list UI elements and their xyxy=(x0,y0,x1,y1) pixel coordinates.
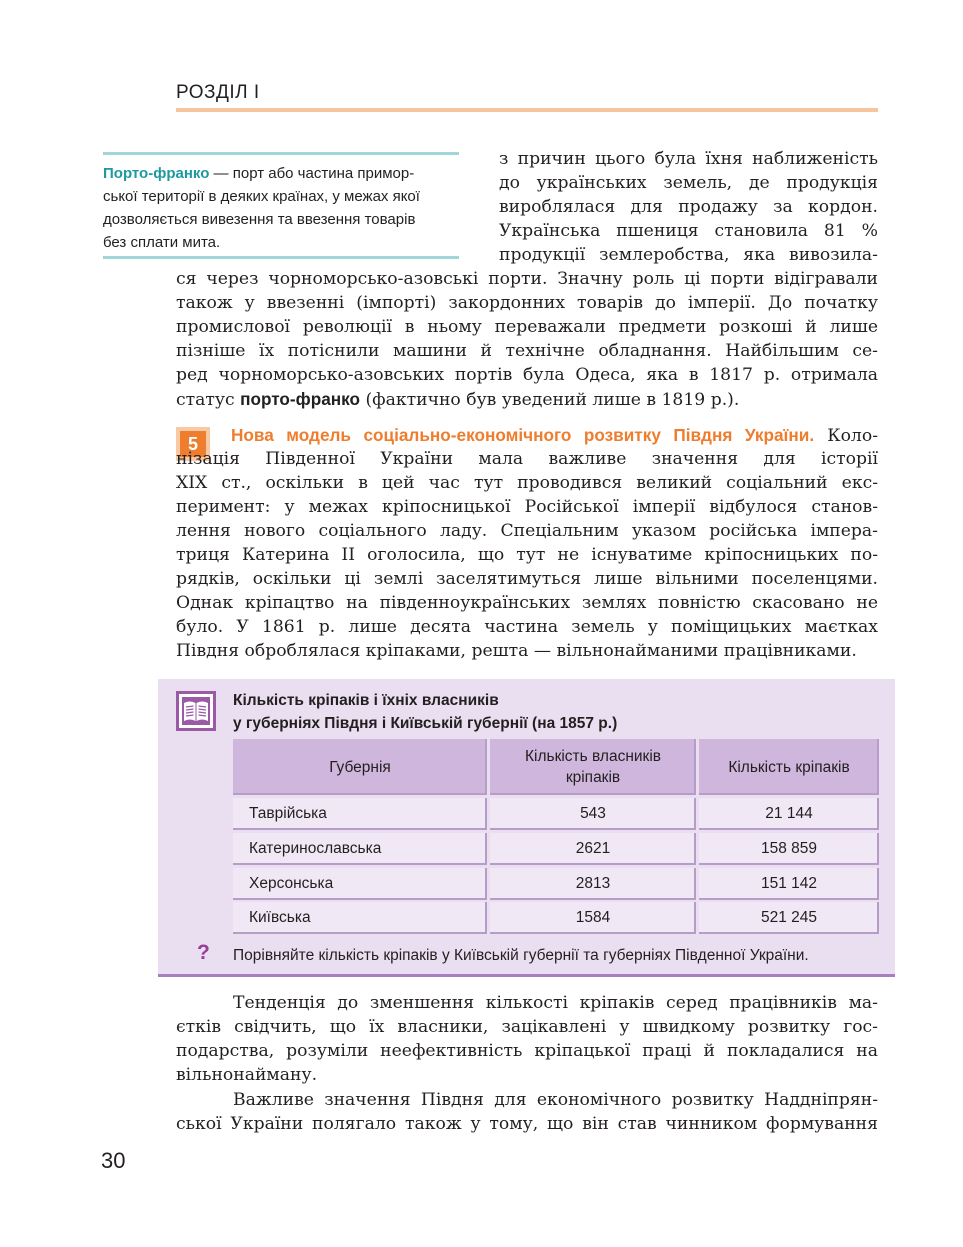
porto-franco-term: порто-франко xyxy=(240,389,361,409)
text-span: (фактично був уведений лише в 1819 р.). xyxy=(360,390,740,410)
table-title-line-1: Кількість кріпаків і їхніх власників xyxy=(233,692,499,709)
definition-term: Порто-франко xyxy=(103,165,210,182)
text-line: ред чорноморсько-азовських портів була Одеса, яка в 1817 р. отримала xyxy=(176,365,878,385)
paragraph-1-right-column xyxy=(499,147,878,267)
text-line: також у ввезенні (імпорті) закордонних товарів до імперії. До початку xyxy=(176,293,878,313)
paragraph-1-full xyxy=(176,267,878,411)
definition-bottom-rule xyxy=(103,256,459,259)
section-heading: Нова модель соціально-економічного розвитку Півдня України. xyxy=(231,425,815,445)
text-line: перимент: у межах кріпосницької Російської імперії відбулося станов- xyxy=(176,497,878,517)
table-cell-owners: 2621 xyxy=(490,833,696,865)
text-span: статус xyxy=(176,390,241,410)
definition-text xyxy=(103,162,459,254)
section-5-body xyxy=(176,447,878,663)
definition-line-3: без сплати мита. xyxy=(103,234,221,251)
text-line: ся через чорноморсько-азовські порти. Значну роль ці порти відігравали xyxy=(176,269,878,289)
text-line: вільнонайману. xyxy=(176,1065,318,1085)
text-line: ської України полягало також у тому, що він став чинником формування xyxy=(176,1114,878,1134)
section-number: 5 xyxy=(180,431,206,457)
text-line: було. У 1861 р. лише десята частина земель у поміщицьких маєтках xyxy=(176,617,878,637)
text-line: рядків, оскільки ці землі заселятимуться лише вільними поселенцями. xyxy=(176,569,878,589)
text-line xyxy=(176,387,878,411)
table-panel-bottom-rule xyxy=(158,974,895,977)
table-cell-province: Таврійська xyxy=(233,798,487,830)
table-header-serfs: Кількість кріпаків xyxy=(699,739,879,795)
text-line: триця Катерина II оголосила, що тут не існуватиме кріпосницьких по- xyxy=(176,545,878,565)
definition-box xyxy=(103,152,459,259)
section-title: РОЗДІЛ І xyxy=(176,82,260,103)
table-header-owners: Кількість власників кріпаків xyxy=(490,739,696,795)
table-cell-serfs: 21 144 xyxy=(699,798,879,830)
table-cell-serfs: 151 142 xyxy=(699,868,879,900)
definition-top-rule xyxy=(103,152,459,155)
text-line: лення нового соціального ладу. Спеціальним указом російська імпера- xyxy=(176,521,878,541)
text-line: Українська пшениця становила 81 % xyxy=(499,221,878,241)
text-line: Півдня оброблялася кріпаками, решта — вільнонайманими працівниками. xyxy=(176,641,857,661)
table-header-province: Губернія xyxy=(233,739,487,795)
definition-line-2: дозволяється вивезення та ввезення товарів xyxy=(103,211,416,228)
header-divider xyxy=(176,108,878,112)
table-cell-province: Катеринославська xyxy=(233,833,487,865)
text-line: Однак кріпацтво на південноукраїнських землях повністю скасовано не xyxy=(176,593,878,613)
table-question: Порівняйте кількість кріпаків у Київській губернії та губерніях Південної України. xyxy=(233,947,809,964)
table-cell-province: Київська xyxy=(233,902,487,934)
table-cell-serfs: 521 245 xyxy=(699,902,879,934)
text-line xyxy=(231,423,878,447)
table-title-line-2: у губерніях Півдня і Київській губернії (на 1857 р.) xyxy=(233,715,618,732)
definition-line-1: ської території в деяких країнах, у межах якої xyxy=(103,188,420,205)
page-number: 30 xyxy=(101,1148,126,1173)
table-cell-owners: 543 xyxy=(490,798,696,830)
paragraph-2 xyxy=(176,991,878,1087)
text-line: до українських земель, де продукція xyxy=(499,173,878,193)
table-cell-province: Херсонська xyxy=(233,868,487,900)
section-5-heading-line xyxy=(231,423,878,447)
text-line: єтків свідчить, що їх власники, зацікавлені у швидкому розвитку гос- xyxy=(176,1017,878,1037)
text-line: Тенденція до зменшення кількості кріпаків серед працівників ма- xyxy=(233,993,878,1013)
text-line: XIX ст., оскільки в цей час тут проводився великий соціальний екс- xyxy=(176,473,878,493)
text-line: нізація Південної України мала важливе значення для історії xyxy=(176,449,878,469)
table-cell-owners: 1584 xyxy=(490,902,696,934)
table-cell-owners: 2813 xyxy=(490,868,696,900)
text-line: подарства, розуміли неефективність кріпацької праці й покладалися на xyxy=(176,1041,878,1061)
definition-line-0: — порт або частина примор- xyxy=(209,165,415,182)
text-line: продукції землеробства, яка вивозила- xyxy=(499,245,878,265)
text-line: промислової революції в ньому переважали предмети розкоші й лише xyxy=(176,317,878,337)
question-mark-icon: ? xyxy=(197,941,210,964)
text-span: Коло- xyxy=(814,426,878,446)
text-line: вироблялася для продажу за кордон. xyxy=(499,197,878,217)
text-line: пізніше їх потіснили машини й технічне обладнання. Найбільшим се- xyxy=(176,341,878,361)
table-title xyxy=(233,689,617,735)
paragraph-3 xyxy=(176,1088,878,1136)
text-line: з причин цього була їхня наближеність xyxy=(499,149,878,169)
table-cell-serfs: 158 859 xyxy=(699,833,879,865)
book-icon xyxy=(176,691,216,731)
text-line: Важливе значення Півдня для економічного розвитку Наддніпрян- xyxy=(233,1090,878,1110)
